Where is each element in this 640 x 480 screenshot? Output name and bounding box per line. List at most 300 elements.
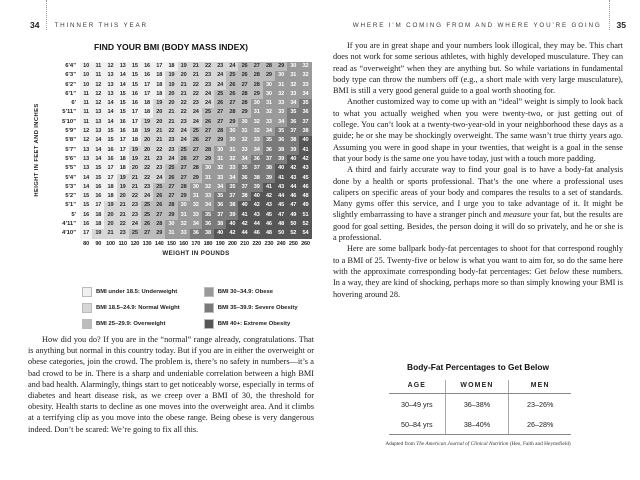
bmi-cell: 25: [141, 211, 153, 220]
bmi-cell: 13: [92, 108, 104, 117]
bmi-cell: 22: [190, 90, 202, 99]
bmi-cell: 46: [287, 192, 299, 201]
bmi-cell: 18: [104, 183, 116, 192]
bmi-cell: 17: [92, 201, 104, 210]
bmi-cell: 25: [226, 71, 238, 80]
bmi-cell: 20: [117, 192, 129, 201]
bmi-cell: 24: [214, 71, 226, 80]
x-axis-tick: 240: [276, 241, 286, 247]
bmi-cell: 26: [226, 81, 238, 90]
bmi-cell: 19: [117, 183, 129, 192]
bmi-cell: 32: [238, 136, 250, 145]
bmi-cell: 31: [178, 211, 190, 220]
bmi-cell: 20: [165, 99, 177, 108]
bmi-cell: 44: [251, 220, 263, 229]
bmi-cell: 21: [165, 108, 177, 117]
x-axis-tick: 90: [95, 241, 102, 247]
bmi-row-label: 5'7": [65, 146, 76, 153]
bmi-cell: 16: [141, 62, 153, 71]
bmi-cell: 27: [165, 183, 177, 192]
bmi-cell: 23: [165, 146, 177, 155]
bmi-cell: 25: [129, 229, 141, 238]
bmi-cell: 26: [190, 136, 202, 145]
bmi-cell: 45: [263, 211, 275, 220]
bmi-cell: 36: [275, 136, 287, 145]
bmi-cell: 28: [214, 127, 226, 136]
bmi-cell: 21: [104, 229, 116, 238]
bmi-cell: 33: [214, 174, 226, 183]
bmi-cell: 26: [178, 155, 190, 164]
bmi-cell: 45: [275, 201, 287, 210]
bmi-cell: 33: [263, 118, 275, 127]
x-axis-tick: 250: [288, 241, 298, 247]
bmi-cell: 43: [275, 183, 287, 192]
bmi-row: [48, 62, 312, 71]
bmi-cell: 45: [299, 174, 311, 183]
bmi-cell: 33: [238, 146, 250, 155]
dotted-rule: [46, 0, 47, 30]
paragraph: [333, 96, 623, 164]
bmi-cell: 37: [263, 155, 275, 164]
bmi-cell: 24: [141, 192, 153, 201]
bmi-cell: 27: [214, 118, 226, 127]
bmi-cell: 19: [92, 229, 104, 238]
bmi-cell: 18: [153, 71, 165, 80]
bmi-cell: 33: [202, 192, 214, 201]
bmi-cell: 52: [299, 220, 311, 229]
legend-item: [204, 303, 298, 313]
bmi-cell: 15: [92, 174, 104, 183]
bmi-cell: 27: [178, 164, 190, 173]
bmi-cell: 29: [165, 211, 177, 220]
bmi-cell: 38: [299, 127, 311, 136]
bmi-cell: 31: [202, 174, 214, 183]
bmi-cell: 14: [117, 81, 129, 90]
bmi-cell: 31: [251, 108, 263, 117]
bmi-cell: 36: [190, 229, 202, 238]
bmi-cell: 16: [80, 211, 92, 220]
bmi-row-label: 6': [71, 100, 76, 107]
bmi-cell: 29: [202, 155, 214, 164]
bmi-cell: 14: [80, 174, 92, 183]
bmi-cell: 36: [251, 155, 263, 164]
bmi-row: [48, 174, 312, 183]
bmi-cell: 49: [287, 211, 299, 220]
bmi-cell: 30: [214, 146, 226, 155]
x-axis-tick: 120: [130, 241, 140, 247]
bmi-cell: 14: [80, 183, 92, 192]
table-row: [389, 414, 571, 434]
bmi-cell: 23: [214, 62, 226, 71]
attribution-segment: The American Journal of Clinical Nutrition: [416, 441, 509, 447]
bmi-cell: 26: [141, 220, 153, 229]
bmi-cell: 23: [202, 81, 214, 90]
bmi-cell: 13: [92, 118, 104, 127]
bmi-cell: 18: [117, 155, 129, 164]
bmi-cell: 14: [104, 108, 116, 117]
right-page-body-text: [333, 40, 623, 300]
bmi-cell: 28: [251, 81, 263, 90]
bmi-cell: 21: [153, 136, 165, 145]
bmi-cell: 14: [104, 99, 116, 108]
bmi-cell: 14: [104, 118, 116, 127]
bmi-cell: 16: [92, 183, 104, 192]
bmi-cell: 42: [287, 164, 299, 173]
bmi-cell: 31: [238, 127, 250, 136]
bmi-cell: 39: [287, 146, 299, 155]
bmi-cell: 33: [275, 99, 287, 108]
bmi-cell: 18: [104, 192, 116, 201]
bmi-cell: 34: [190, 220, 202, 229]
bmi-cell: 21: [178, 81, 190, 90]
bmi-cell: 29: [214, 136, 226, 145]
bmi-cell: 48: [263, 229, 275, 238]
bmi-cell: 44: [238, 229, 250, 238]
bmi-cell: 41: [238, 211, 250, 220]
bmi-cell: 20: [153, 118, 165, 127]
bmi-cell: 39: [251, 183, 263, 192]
bmi-cell: 30: [226, 127, 238, 136]
bmi-heatmap-grid: [48, 62, 312, 239]
bmi-cell: 18: [153, 90, 165, 99]
bmi-cell: 23: [202, 71, 214, 80]
bmi-cell: 16: [129, 90, 141, 99]
bmi-cell: 43: [299, 164, 311, 173]
text-segment: Another customized way to come up with an “ideal” weight is simply to look back to what you actually weighed when you were twenty-two, or just getting out of college. You can’t look at a twenty-two-year-old in your neighborhood these days as a guide; he or she may be shockingly overweight. The same wasn’t true thirty years ago. Assuming you were in good shape in your twenties, that weight is a goal in the sense that your body is the same one you have today, just with a touch more padding.: [333, 97, 623, 163]
text-segment: measure: [503, 210, 531, 220]
bmi-cell: 14: [92, 146, 104, 155]
bmi-cell: 22: [178, 99, 190, 108]
legend-swatch: [82, 303, 92, 313]
text-segment: If you are in great shape and your numbers look illogical, they may be. This chart does not work for some serious athletes, with highly developed musculature. They can read as “overweight” when they are anything but. So while variations in fundamental body type can throw the numbers off (e.g., a short male with very large musculature), BMI is still a very good general guide to a goal worth shooting for.: [333, 41, 623, 96]
bmi-cell: 21: [117, 201, 129, 210]
text-segment: your fat, but the results are good for goal setting. Besides, the person doing it will do so privately, and he or she is a professional.: [333, 210, 623, 243]
bmi-cell: 14: [92, 136, 104, 145]
bmi-cell: 26: [214, 99, 226, 108]
bmi-row-label: 6'3": [65, 72, 76, 79]
bmi-cell: 27: [141, 229, 153, 238]
bmi-cell: 19: [178, 62, 190, 71]
x-axis-tick: 100: [106, 241, 115, 247]
bmi-cell: 34: [238, 155, 250, 164]
bmi-cell: 13: [80, 164, 92, 173]
bmi-cell: 13: [80, 146, 92, 155]
bmi-cell: 29: [190, 174, 202, 183]
bmi-cell: 26: [202, 118, 214, 127]
running-head-left: [30, 0, 148, 30]
x-axis-tick: 230: [264, 241, 274, 247]
paragraph: [333, 243, 623, 299]
bmi-cell: 33: [178, 229, 190, 238]
bmi-cell: 35: [263, 136, 275, 145]
bmi-row-label: 5'11": [62, 109, 76, 116]
bmi-cell: 24: [190, 118, 202, 127]
bmi-cell: 28: [165, 201, 177, 210]
bmi-cell: 23: [117, 229, 129, 238]
bmi-cell: 11: [80, 118, 92, 127]
bmi-cell: 18: [117, 164, 129, 173]
bmi-row-label: 6'1": [65, 90, 76, 97]
bodyfat-table-title: Body-Fat Percentages to Get Below: [407, 362, 549, 372]
bmi-cell: 29: [153, 229, 165, 238]
bmi-cell: 40: [214, 229, 226, 238]
bmi-cell: 14: [92, 155, 104, 164]
x-axis-tick: 210: [240, 241, 249, 247]
bmi-cell: 43: [251, 211, 263, 220]
bmi-row: [48, 118, 312, 127]
bmi-cell: 33: [226, 164, 238, 173]
dotted-rule: [609, 0, 610, 30]
bmi-row-label: 4'11": [62, 221, 76, 228]
bmi-cell: 24: [202, 90, 214, 99]
bmi-cell: 14: [117, 71, 129, 80]
bmi-cell: 54: [299, 229, 311, 238]
bmi-row-label: 5'9": [65, 128, 76, 135]
bmi-cell: 41: [263, 183, 275, 192]
bmi-cell: 18: [129, 136, 141, 145]
bmi-cell: 19: [141, 127, 153, 136]
bmi-cell: 22: [190, 81, 202, 90]
bmi-cell: 30: [190, 183, 202, 192]
bmi-cell: 19: [117, 174, 129, 183]
bmi-cell: 22: [129, 192, 141, 201]
bmi-cell: 30: [226, 136, 238, 145]
bmi-cell: 15: [129, 62, 141, 71]
bmi-cell: 18: [92, 220, 104, 229]
bmi-cell: 29: [263, 71, 275, 80]
bmi-row: [48, 201, 312, 210]
bmi-cell: 44: [275, 192, 287, 201]
bmi-cell: 32: [214, 164, 226, 173]
legend-item: [204, 319, 298, 329]
bmi-cell: 15: [129, 81, 141, 90]
running-head-left-text: THINNER THIS YEAR: [54, 22, 148, 29]
bmi-cell: 47: [287, 201, 299, 210]
x-axis-tick: 150: [167, 241, 176, 247]
bmi-cell: 25: [153, 183, 165, 192]
bmi-row-label: 5'1": [65, 202, 76, 209]
bmi-cell: 40: [251, 192, 263, 201]
legend-swatch: [204, 319, 214, 329]
bmi-cell: 38: [226, 201, 238, 210]
bmi-row: [48, 220, 312, 229]
bmi-cell: 22: [141, 164, 153, 173]
bmi-cell: 48: [275, 220, 287, 229]
bmi-cell: 52: [287, 229, 299, 238]
bmi-cell: 37: [226, 192, 238, 201]
bmi-cell: 17: [141, 81, 153, 90]
bmi-cell: 40: [287, 155, 299, 164]
bmi-cell: 25: [202, 108, 214, 117]
bmi-cell: 40: [275, 164, 287, 173]
bmi-cell: 33: [299, 81, 311, 90]
bmi-cell: 40: [238, 201, 250, 210]
bodyfat-table: [389, 380, 571, 435]
bmi-cell: 27: [251, 62, 263, 71]
bmi-cell: 47: [275, 211, 287, 220]
legend-label: BMI 30–34.9: Obese: [217, 289, 274, 295]
bmi-cell: 32: [202, 183, 214, 192]
x-axis-tick: 170: [191, 241, 201, 247]
legend-label: BMI 40+: Extreme Obesity: [217, 321, 291, 327]
table-cell: 50–84 yrs: [401, 420, 433, 429]
x-axis-ticks: [80, 240, 312, 249]
bmi-row: [48, 192, 312, 201]
bmi-row-label: 4'10": [61, 230, 76, 237]
bmi-row-label: 5'8": [65, 137, 76, 144]
bmi-cell: 32: [178, 220, 190, 229]
bmi-cell: 16: [117, 118, 129, 127]
bmi-cell: 32: [287, 81, 299, 90]
bmi-cell: 28: [178, 183, 190, 192]
bmi-row: [48, 108, 312, 117]
bmi-cell: 32: [251, 127, 263, 136]
bmi-cell: 43: [287, 174, 299, 183]
x-axis-tick: 200: [227, 241, 237, 247]
bmi-cell: 32: [275, 90, 287, 99]
bmi-cell: 17: [117, 136, 129, 145]
running-head-right: [353, 0, 626, 30]
bodyfat-table-header: [389, 380, 571, 394]
bmi-cell: 35: [299, 99, 311, 108]
bmi-row: [48, 146, 312, 155]
bmi-cell: 24: [129, 220, 141, 229]
bmi-row: [48, 164, 312, 173]
bmi-cell: 24: [214, 81, 226, 90]
bmi-cell: 16: [129, 99, 141, 108]
bmi-cell: 28: [251, 71, 263, 80]
legend-item: [82, 319, 180, 329]
text-segment: Here are some ballpark body-fat percentages to shoot for that correspond roughly to a BMI of 25. Twenty-five or below is what you want to aim for, so do the same here with the approximate corresponding body-fat percentages: Get: [333, 244, 623, 276]
y-axis-label: HEIGHT IN FEET AND INCHES: [34, 103, 40, 197]
bmi-cell: 21: [190, 71, 202, 80]
bmi-row-label: 6'4": [65, 63, 76, 69]
bmi-cell: 28: [202, 146, 214, 155]
bmi-cell: 13: [104, 90, 116, 99]
bmi-cell: 38: [275, 146, 287, 155]
x-axis-tick: 220: [252, 241, 262, 247]
bmi-cell: 29: [226, 118, 238, 127]
bmi-cell: 23: [153, 164, 165, 173]
bmi-cell: 21: [178, 90, 190, 99]
bmi-row: [48, 99, 312, 108]
bmi-cell: 30: [202, 164, 214, 173]
legend-label: BMI under 18.5: Underweight: [96, 289, 178, 295]
bmi-cell: 25: [178, 146, 190, 155]
bmi-row-label: 6'2": [65, 81, 76, 88]
bmi-cell: 26: [238, 62, 250, 71]
bmi-cell: 16: [92, 192, 104, 201]
bmi-row: [48, 229, 312, 238]
bmi-cell: 10: [80, 81, 92, 90]
bmi-cell: 35: [202, 211, 214, 220]
bmi-cell: 29: [238, 108, 250, 117]
bmi-cell: 12: [80, 136, 92, 145]
legend-swatch: [82, 319, 92, 329]
bmi-cell: 20: [129, 164, 141, 173]
bmi-cell: 22: [141, 174, 153, 183]
bmi-cell: 36: [202, 220, 214, 229]
bmi-cell: 12: [92, 99, 104, 108]
bmi-cell: 24: [153, 174, 165, 183]
legend-item: [82, 287, 180, 297]
bmi-cell: 26: [226, 90, 238, 99]
x-axis-tick: 180: [203, 241, 213, 247]
bmi-cell: 12: [80, 127, 92, 136]
bmi-cell: 46: [299, 183, 311, 192]
legend-swatch: [204, 287, 214, 297]
bmi-row: [48, 183, 312, 192]
bmi-cell: 28: [263, 62, 275, 71]
bmi-cell: 35: [238, 164, 250, 173]
bmi-cell: 44: [287, 183, 299, 192]
bmi-cell: 32: [299, 71, 311, 80]
bmi-cell: 30: [178, 201, 190, 210]
bmi-cell: 42: [238, 220, 250, 229]
bmi-cell: 23: [153, 155, 165, 164]
bmi-cell: 18: [92, 211, 104, 220]
bmi-cell: 13: [104, 71, 116, 80]
bmi-cell: 33: [190, 211, 202, 220]
bmi-cell: 32: [190, 201, 202, 210]
bmi-cell: 33: [251, 136, 263, 145]
legend-swatch: [204, 303, 214, 313]
bmi-cell: 31: [226, 146, 238, 155]
bmi-cell: 13: [92, 127, 104, 136]
bmi-cell: 31: [263, 99, 275, 108]
bmi-cell: 31: [165, 229, 177, 238]
bmi-cell: 46: [263, 220, 275, 229]
bmi-cell: 32: [226, 155, 238, 164]
bmi-cell: 22: [117, 220, 129, 229]
bmi-cell: 27: [190, 155, 202, 164]
bmi-cell: 25: [165, 164, 177, 173]
bmi-cell: 27: [178, 174, 190, 183]
bmi-cell: 16: [117, 127, 129, 136]
bmi-cell: 36: [287, 118, 299, 127]
bmi-cell: 22: [153, 146, 165, 155]
bmi-cell: 26: [153, 201, 165, 210]
bmi-cell: 21: [153, 127, 165, 136]
bmi-cell: 30: [287, 62, 299, 71]
bmi-cell: 25: [141, 201, 153, 210]
x-axis-tick: 190: [215, 241, 225, 247]
bmi-cell: 21: [141, 155, 153, 164]
bmi-cell: 34: [263, 127, 275, 136]
bmi-cell: 50: [287, 220, 299, 229]
bmi-cell: 12: [104, 62, 116, 71]
bmi-cell: 30: [263, 81, 275, 90]
bmi-cell: 26: [238, 71, 250, 80]
bmi-row-label: 5'6": [65, 155, 76, 162]
bmi-cell: 17: [129, 118, 141, 127]
bmi-cell: 21: [117, 211, 129, 220]
bmi-cell: 37: [251, 164, 263, 173]
bmi-cell: 23: [141, 183, 153, 192]
bmi-cell: 23: [190, 99, 202, 108]
bmi-cell: 18: [129, 127, 141, 136]
running-head-right-text: WHERE I’M COMING FROM AND WHERE YOU’RE GOING: [352, 22, 602, 29]
bmi-cell: 15: [117, 108, 129, 117]
bmi-cell: 17: [117, 146, 129, 155]
x-axis-tick: 130: [142, 241, 152, 247]
bmi-cell: 16: [80, 220, 92, 229]
bmi-cell: 30: [251, 99, 263, 108]
table-cell: 30–49 yrs: [401, 400, 433, 409]
bmi-cell: 27: [153, 211, 165, 220]
bmi-cell: 48: [299, 192, 311, 201]
table-cell: 38–40%: [445, 414, 509, 434]
